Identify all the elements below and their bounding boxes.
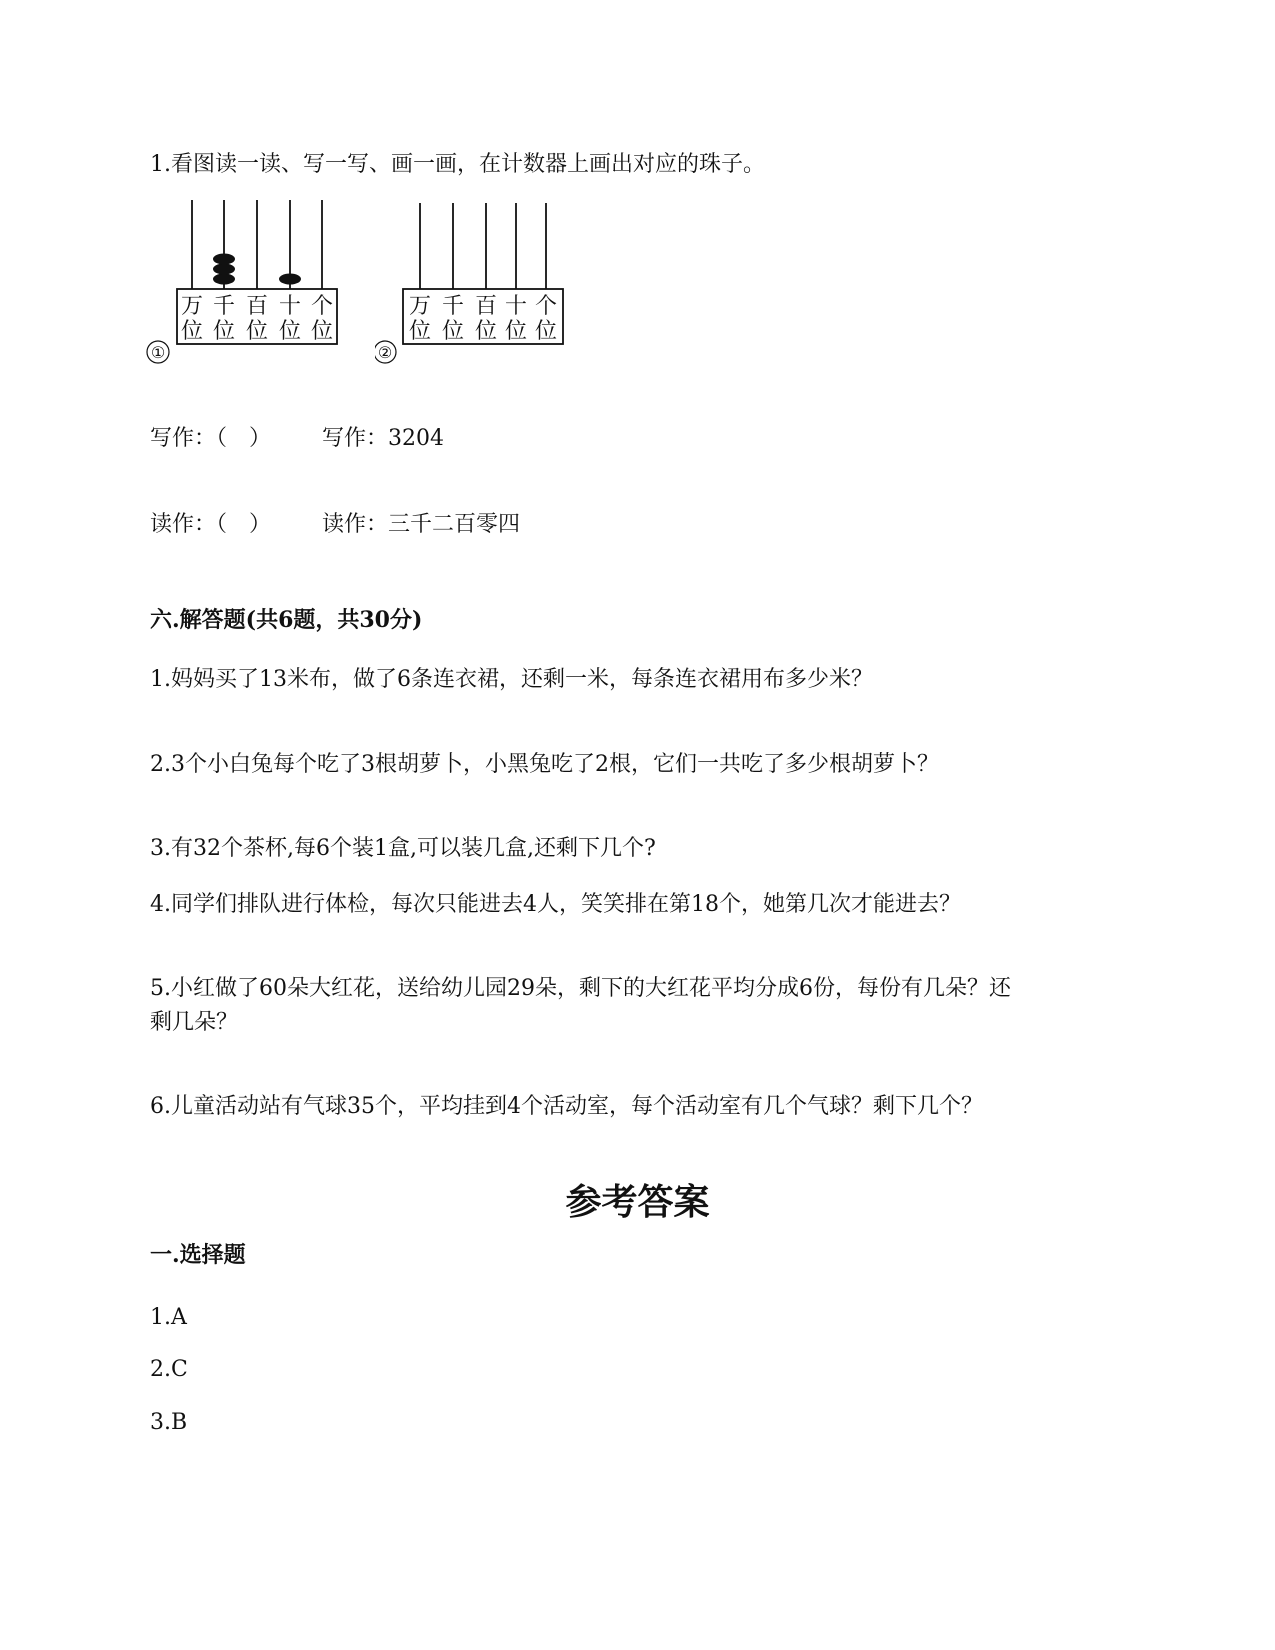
place-label: 位 xyxy=(408,319,432,344)
question-item: 3.有32个茶杯,每6个装1盒,可以装几盒,还剩下几个? xyxy=(150,836,656,861)
place-label: 个 xyxy=(310,294,334,319)
read-row xyxy=(150,510,520,540)
bead xyxy=(279,274,301,285)
bead xyxy=(213,254,235,265)
place-label: 位 xyxy=(310,319,334,344)
question-item: 6.儿童活动站有气球35个，平均挂到4个活动室，每个活动室有几个气球？剩下几个？ xyxy=(150,1094,983,1119)
place-label: 位 xyxy=(245,319,269,344)
abacus-2-drawing xyxy=(375,195,585,375)
place-label: 十 xyxy=(278,294,302,319)
place-label: 位 xyxy=(212,319,236,344)
place-label: 位 xyxy=(441,319,465,344)
place-label: 千 xyxy=(441,294,465,319)
question-item-continued: 剩几朵？ xyxy=(150,1010,239,1035)
answer-item: 3.B xyxy=(150,1410,188,1435)
marker-2: ② xyxy=(377,343,393,362)
place-label: 百 xyxy=(245,294,269,319)
place-label: 位 xyxy=(474,319,498,344)
place-label: 百 xyxy=(474,294,498,319)
marker-1: ① xyxy=(150,343,166,362)
abacus-2 xyxy=(375,195,585,375)
place-label: 位 xyxy=(180,319,204,344)
write-row xyxy=(150,424,444,454)
section-6-heading: 六.解答题(共6题，共30分) xyxy=(150,607,423,633)
place-label: 十 xyxy=(504,294,528,319)
answer-item: 1.A xyxy=(150,1305,187,1330)
place-label: 千 xyxy=(212,294,236,319)
place-label: 个 xyxy=(534,294,558,319)
question-item: 1.妈妈买了13米布，做了6条连衣裙，还剩一米，每条连衣裙用布多少米？ xyxy=(150,667,873,692)
write-right: 写作：3204 xyxy=(322,426,444,451)
question-item: 5.小红做了60朵大红花，送给幼儿园29朵，剩下的大红花平均分成6份，每份有几朵？还 xyxy=(150,976,1011,1001)
place-label: 万 xyxy=(180,294,204,319)
question-intro: 1.看图读一读、写一写、画一画，在计数器上画出对应的珠子。 xyxy=(150,152,765,177)
bead xyxy=(213,264,235,275)
bead xyxy=(213,274,235,285)
abacus-1-drawing xyxy=(140,195,350,375)
read-right: 读作：三千二百零四 xyxy=(322,512,521,537)
answers-section-1-heading: 一.选择题 xyxy=(150,1242,246,1268)
abacus-1 xyxy=(140,195,350,375)
place-label: 位 xyxy=(504,319,528,344)
place-label: 位 xyxy=(534,319,558,344)
write-left: 写作：（ ） xyxy=(150,426,272,451)
question-item: 4.同学们排队进行体检，每次只能进去4人，笑笑排在第18个，她第几次才能进去？ xyxy=(150,892,961,917)
read-left: 读作：（ ） xyxy=(150,512,272,537)
answer-item: 2.C xyxy=(150,1357,188,1382)
question-item: 2.3个小白兔每个吃了3根胡萝卜，小黑兔吃了2根，它们一共吃了多少根胡萝卜？ xyxy=(150,752,939,777)
place-label: 位 xyxy=(278,319,302,344)
place-label: 万 xyxy=(408,294,432,319)
answers-title: 参考答案 xyxy=(565,1181,710,1223)
